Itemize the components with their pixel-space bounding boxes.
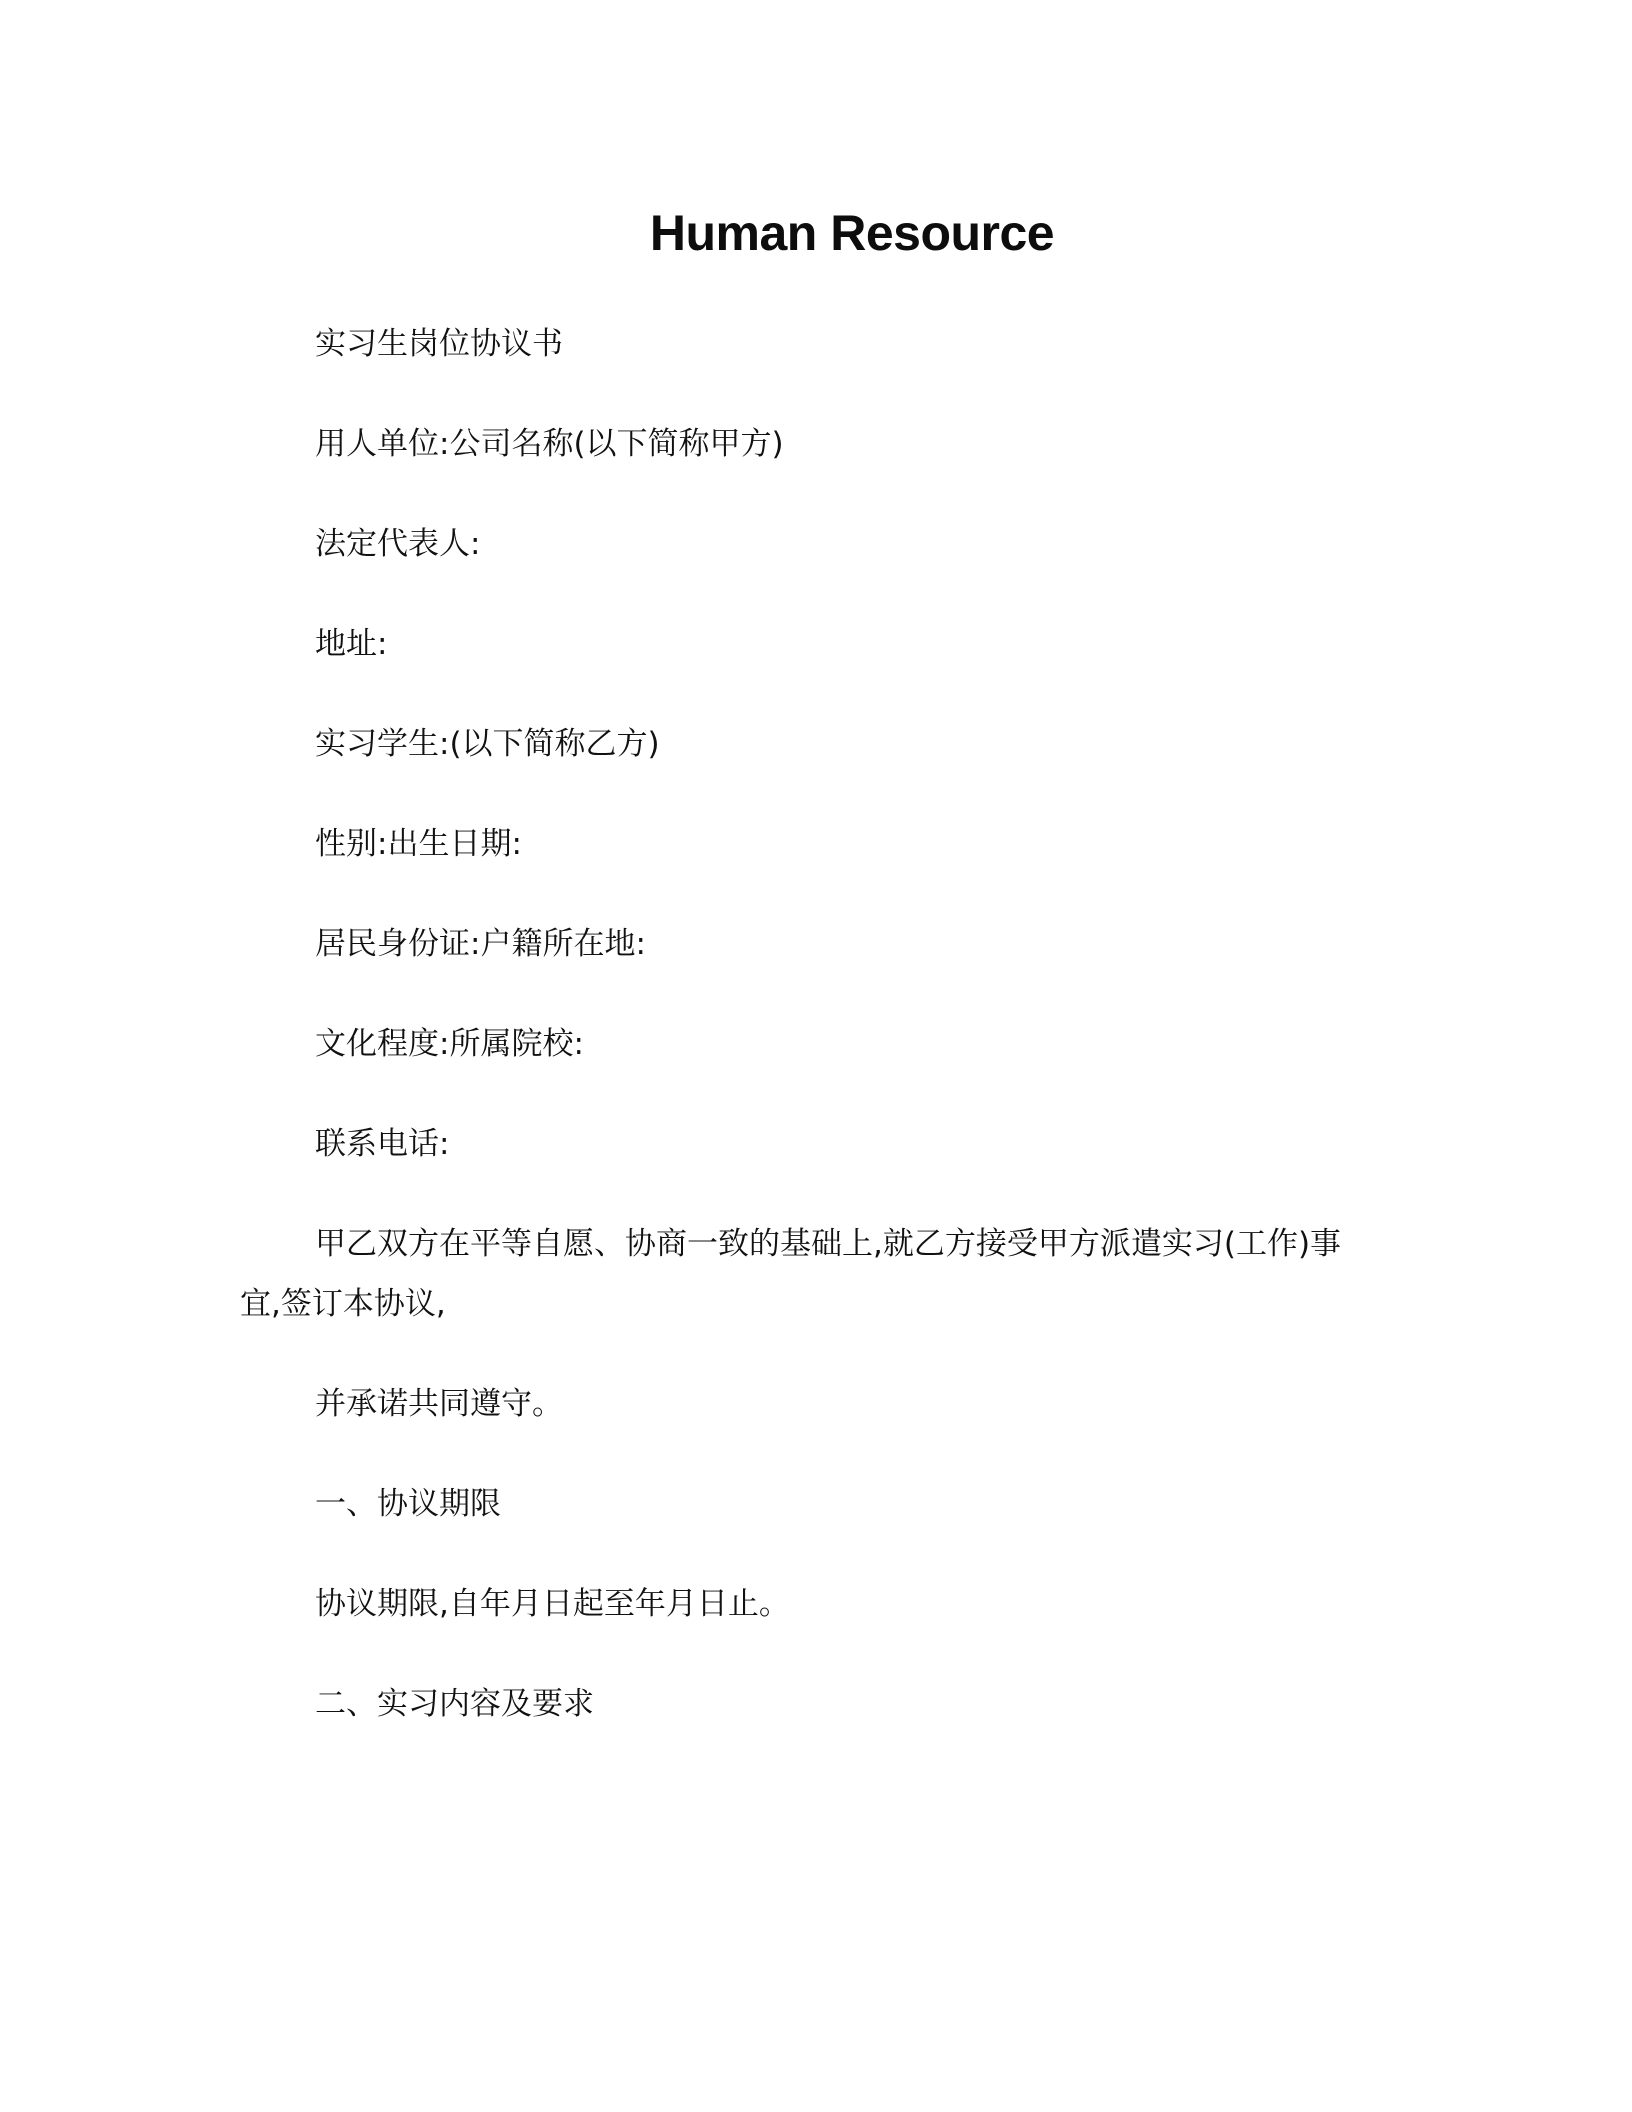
gender-birthdate-line: 性别:出生日期: — [315, 826, 522, 862]
agreement-paragraph-line-1: 甲乙双方在平等自愿、协商一致的基础上,就乙方接受甲方派遣实习(工作)事 — [315, 1226, 1342, 1262]
agreement-term-text: 协议期限,自年月日起至年月日止。 — [315, 1586, 790, 1622]
agreement-heading: 实习生岗位协议书 — [315, 326, 563, 362]
document-title: Human Resource — [649, 205, 1055, 261]
agreement-paragraph-line-2: 宜,签订本协议, — [240, 1286, 446, 1322]
employer-line: 用人单位:公司名称(以下简称甲方) — [315, 426, 784, 462]
section-agreement-term: 一、协议期限 — [315, 1486, 501, 1522]
education-school-line: 文化程度:所属院校: — [315, 1026, 584, 1062]
address-line: 地址: — [315, 626, 388, 662]
section-internship-content: 二、实习内容及要求 — [315, 1686, 594, 1722]
intern-student-line: 实习学生:(以下简称乙方) — [315, 726, 660, 762]
id-household-line: 居民身份证:户籍所在地: — [315, 926, 646, 962]
commitment-line: 并承诺共同遵守。 — [315, 1386, 563, 1422]
legal-representative-line: 法定代表人: — [315, 526, 481, 562]
phone-line: 联系电话: — [315, 1126, 450, 1162]
